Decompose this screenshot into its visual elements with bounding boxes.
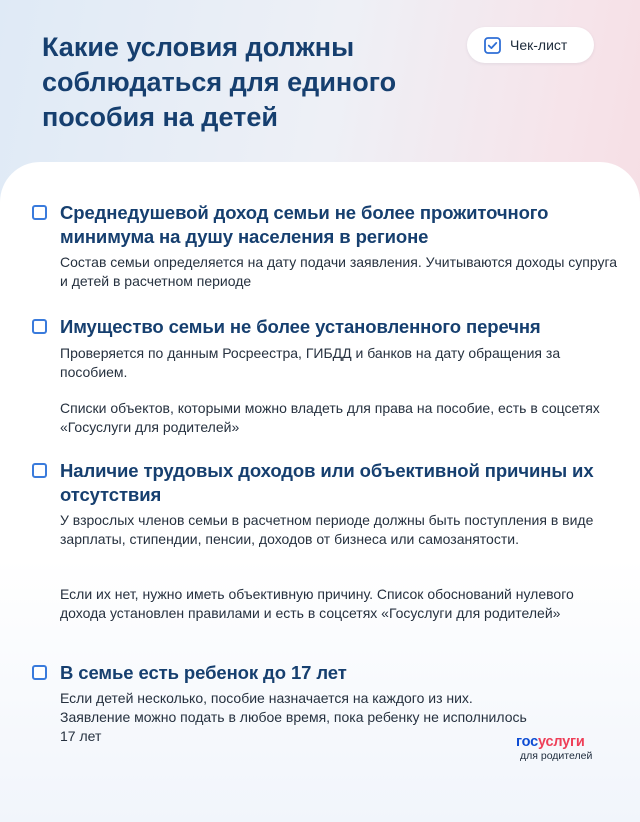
condition-description: Если их нет, нужно иметь объективную причину. Список обоснований нулевого дохода установлен правилами и есть в соцсетях «Госуслуги для родителей» <box>60 586 574 621</box>
checkbox-icon <box>32 463 47 478</box>
gosuslugi-logo <box>516 734 596 763</box>
condition-description: Списки объектов, которыми можно владеть для права на пособие, есть в соцсетях «Госуслуги для родителей» <box>60 400 600 435</box>
checkbox-icon <box>32 319 47 334</box>
page-title: Какие условия должны соблюдаться для единого пособия на детей <box>42 32 397 132</box>
condition-title: В семье есть ребенок до 17 лет <box>60 662 347 683</box>
checkbox-icon <box>32 205 47 220</box>
condition-title: Среднедушевой доход семьи не более прожиточного минимума на душу населения в регионе <box>60 202 549 247</box>
condition-description: Проверяется по данным Росреестра, ГИБДД и банков на дату обращения за пособием. <box>60 345 561 380</box>
condition-description: Если детей несколько, пособие назначается на каждого из них. Заявление можно подать в любое время, пока ребенку не исполнилось 17 лет <box>60 690 527 744</box>
badge-label: Чек-лист <box>510 37 568 53</box>
logo-subtitle: для родителей <box>520 750 593 762</box>
condition-description: Состав семьи определяется на дату подачи заявления. Учитываются доходы супруга и детей в расчетном периоде <box>60 254 618 289</box>
logo-part-gos: гос <box>516 734 538 750</box>
logo-part-uslugi: услуги <box>537 734 585 750</box>
condition-description: У взрослых членов семьи в расчетном периоде должны быть поступления в виде зарплаты, стипендии, пенсии, доходов от бизнеса или самозанятости. <box>60 512 594 547</box>
condition-title: Наличие трудовых доходов или объективной причины их отсутствия <box>60 460 594 505</box>
checklist-badge <box>467 27 594 63</box>
checkbox-icon <box>32 665 47 680</box>
logo-wordmark <box>516 734 596 750</box>
checkbox-checked-icon <box>484 37 501 54</box>
condition-title: Имущество семьи не более установленного перечня <box>60 316 541 337</box>
